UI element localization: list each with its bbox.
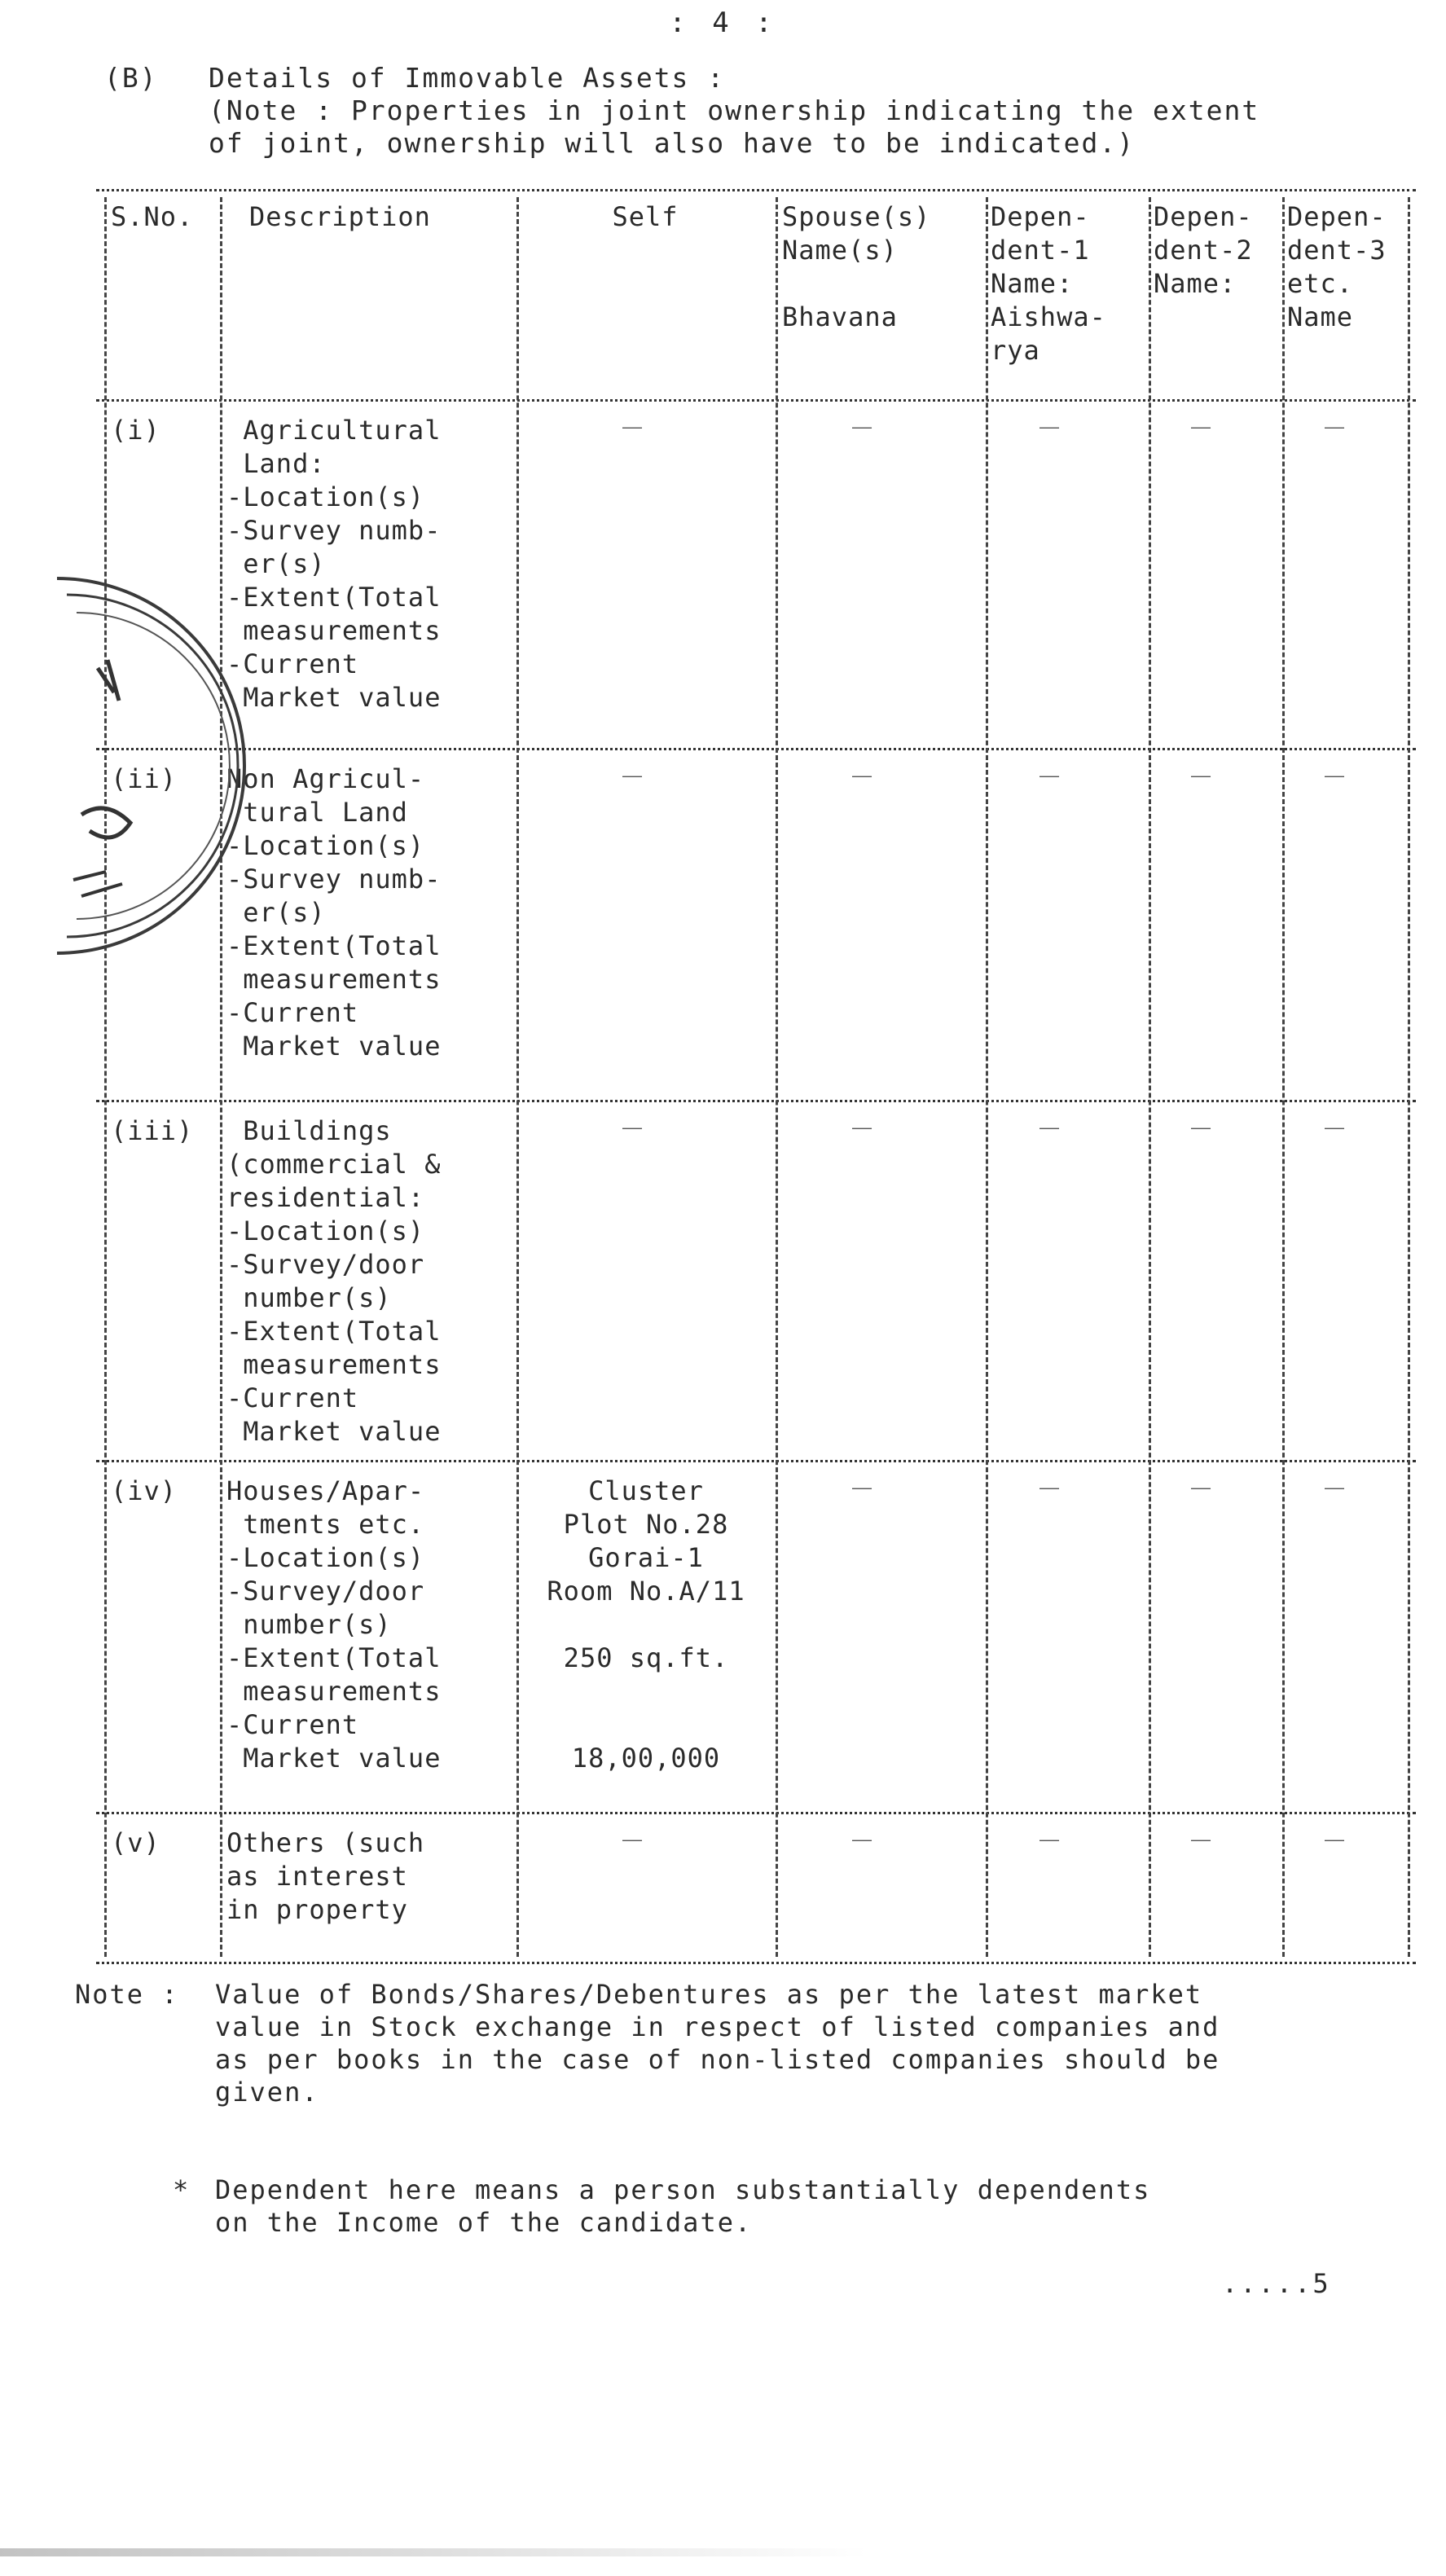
page-number: : 4 : bbox=[669, 7, 777, 39]
dependent-2-value: —— bbox=[1191, 766, 1211, 785]
spouse-value: —— bbox=[852, 1478, 872, 1497]
row-separator bbox=[96, 1812, 1416, 1814]
dependent-3-value: —— bbox=[1325, 1478, 1345, 1497]
header-description: Description bbox=[249, 201, 431, 232]
continuation-marker: .....5 bbox=[1222, 2268, 1331, 2299]
seal-stamp-icon bbox=[49, 570, 253, 961]
dependent-1-value: —— bbox=[1039, 1830, 1060, 1849]
dependent-3-value: —— bbox=[1325, 1118, 1345, 1137]
dependent-3-value: —— bbox=[1325, 1830, 1345, 1849]
dependent-2-value: —— bbox=[1191, 1478, 1211, 1497]
dependent-2-value: —— bbox=[1191, 1830, 1211, 1849]
section-title: Details of Immovable Assets : bbox=[209, 62, 726, 94]
note-text: Value of Bonds/Shares/Debentures as per the latest market value in Stock exchange in respect of listed companies and as per books in the case of non-listed companies should be given. bbox=[215, 1979, 1220, 2108]
row-description: Buildings (commercial & residential: -Location(s) -Survey/door number(s) -Extent(Total measurements -Current Market value bbox=[226, 1115, 442, 1447]
table-row bbox=[96, 751, 1416, 1097]
row-description: Houses/Apar- tments etc. -Location(s) -Survey/door number(s) -Extent(Total measurements -Current Market value bbox=[226, 1475, 442, 1774]
spouse-value: —— bbox=[852, 1118, 872, 1137]
valuation-note bbox=[75, 1978, 1419, 2108]
header-spouse: Spouse(s) Name(s) Bhavana bbox=[782, 201, 931, 332]
dependent-definition-note bbox=[173, 2174, 1395, 2239]
spouse-value: —— bbox=[852, 1830, 872, 1849]
scan-edge bbox=[0, 2548, 1446, 2556]
dependent-2-value: —— bbox=[1191, 417, 1211, 437]
table-row bbox=[96, 1103, 1416, 1457]
header-sno: S.No. bbox=[111, 201, 194, 232]
row-description: Others (such as interest in property bbox=[226, 1827, 425, 1925]
row-description: Non Agricul- tural Land -Location(s) -Survey numb- er(s) -Extent(Total measurements -Current Market value bbox=[226, 763, 442, 1062]
self-value: —— bbox=[622, 1118, 643, 1137]
row-separator bbox=[96, 1100, 1416, 1102]
table-row bbox=[96, 402, 1416, 745]
header-dependent-2: Depen- dent-2 Name: bbox=[1154, 201, 1253, 299]
immovable-assets-table bbox=[96, 189, 1416, 1965]
asterisk: * bbox=[173, 2174, 191, 2205]
self-value: —— bbox=[622, 1830, 643, 1849]
self-value: —— bbox=[622, 766, 643, 785]
self-value: Cluster Plot No.28 Gorai-1 Room No.A/11 250 sq.ft. 18,00,000 bbox=[547, 1475, 745, 1774]
section-note: (Note : Properties in joint ownership indicating the extent of joint, ownership will also have to be indicated.) bbox=[209, 95, 1260, 159]
header-bottom-rule bbox=[96, 399, 1416, 402]
dependent-1-value: —— bbox=[1039, 766, 1060, 785]
spouse-value: —— bbox=[852, 417, 872, 437]
header-dependent-1: Depen- dent-1 Name: Aishwa- rya bbox=[991, 201, 1106, 366]
dependent-1-value: —— bbox=[1039, 417, 1060, 437]
section-letter: (B) bbox=[104, 62, 158, 94]
spouse-value: —— bbox=[852, 766, 872, 785]
row-sno: (i) bbox=[111, 415, 160, 446]
dependent-2-value: —— bbox=[1191, 1118, 1211, 1137]
row-sno: (iv) bbox=[111, 1475, 178, 1506]
row-sno: (v) bbox=[111, 1827, 160, 1858]
dependent-definition-text: Dependent here means a person substantially dependents on the Income of the candidate. bbox=[215, 2174, 1151, 2238]
note-label: Note : bbox=[75, 1979, 179, 2010]
row-sno: (iii) bbox=[111, 1115, 194, 1146]
table-bottom-rule bbox=[96, 1962, 1416, 1964]
self-value: —— bbox=[622, 417, 643, 437]
row-separator bbox=[96, 748, 1416, 750]
row-separator bbox=[96, 1460, 1416, 1462]
row-sno: (ii) bbox=[111, 763, 178, 794]
section-heading bbox=[104, 62, 1424, 160]
dependent-3-value: —— bbox=[1325, 766, 1345, 785]
table-header-row bbox=[96, 189, 1416, 399]
header-self: Self bbox=[612, 201, 679, 232]
row-description: Agricultural Land: -Location(s) -Survey numb- er(s) -Extent(Total measurements -Current Market value bbox=[226, 415, 442, 713]
dependent-3-value: —— bbox=[1325, 417, 1345, 437]
dependent-1-value: —— bbox=[1039, 1118, 1060, 1137]
table-row bbox=[96, 1463, 1416, 1809]
dependent-1-value: —— bbox=[1039, 1478, 1060, 1497]
header-dependent-3: Depen- dent-3 etc. Name bbox=[1287, 201, 1387, 332]
table-row bbox=[96, 1815, 1416, 1958]
